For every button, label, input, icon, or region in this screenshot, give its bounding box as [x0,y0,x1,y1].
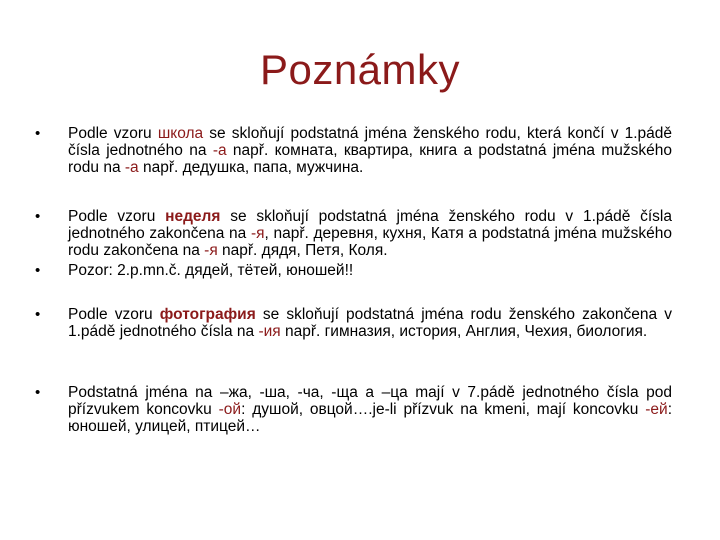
item-text [68,384,672,435]
text-segment: např. комната, квартира, книга a podstatná jména mužského rodu na [68,142,673,176]
text-segment: např. дядя, Петя, Коля. [217,242,388,259]
highlighted-text: -а [212,142,227,159]
item-text [68,125,672,176]
text-segment: Podle vzoru [68,125,158,142]
slide-title: Poznámky [259,46,461,93]
highlighted-text: -а [124,159,139,176]
item-text [68,208,672,259]
bullet: • [35,262,41,279]
item-text [68,306,672,340]
highlighted-text: -я [250,225,265,242]
text-segment: Podle vzoru [68,208,166,225]
highlighted-text: неделя [165,208,221,225]
text-segment: se skloňují podstatná jména ženského rodu, která končí v 1.pádě čísla jednotného na [68,125,672,159]
highlighted-text: фотография [159,306,256,323]
text-segment: , např. деревня, кухня, Катя a podstatná jména mužského rodu zakončena na [68,225,672,259]
text-segment: se skloňují podstatná jména ženského rodu v 1.pádě čísla jednotného zakončena na [68,208,672,242]
text-segment: se skloňují podstatná jména rodu ženského zakončena v 1.pádě jednotného čísla na [68,306,672,340]
text-segment: : юношей, улицей, птицей… [68,401,672,435]
highlighted-text: -ия [258,323,281,340]
item-text [68,262,672,279]
highlighted-text: школа [157,125,204,142]
text-segment: : душой, овцой….je-li přízvuk na kmeni, mají koncovku [241,401,646,418]
bullet: • [35,125,41,142]
text-segment: Podstatná jména na –жа, -ша, -ча, -ща a –ца mají v 7.pádě jednotného čísla pod přízvukem koncovku [68,384,672,418]
bullet: • [35,208,41,225]
bullet: • [35,306,41,323]
highlighted-text: -ой [218,401,242,418]
bullet: • [35,384,41,401]
highlighted-text: -ей [645,401,668,418]
text-segment: Podle vzoru [68,306,160,323]
text-segment: Pozor: 2.p.mn.č. дядей, тётей, юношей!! [68,262,354,279]
text-segment: např. гимназия, история, Англия, Чехия, биология. [280,323,648,340]
highlighted-text: -я [204,242,218,259]
text-segment: např. дедушка, папа, мужчина. [138,159,364,176]
